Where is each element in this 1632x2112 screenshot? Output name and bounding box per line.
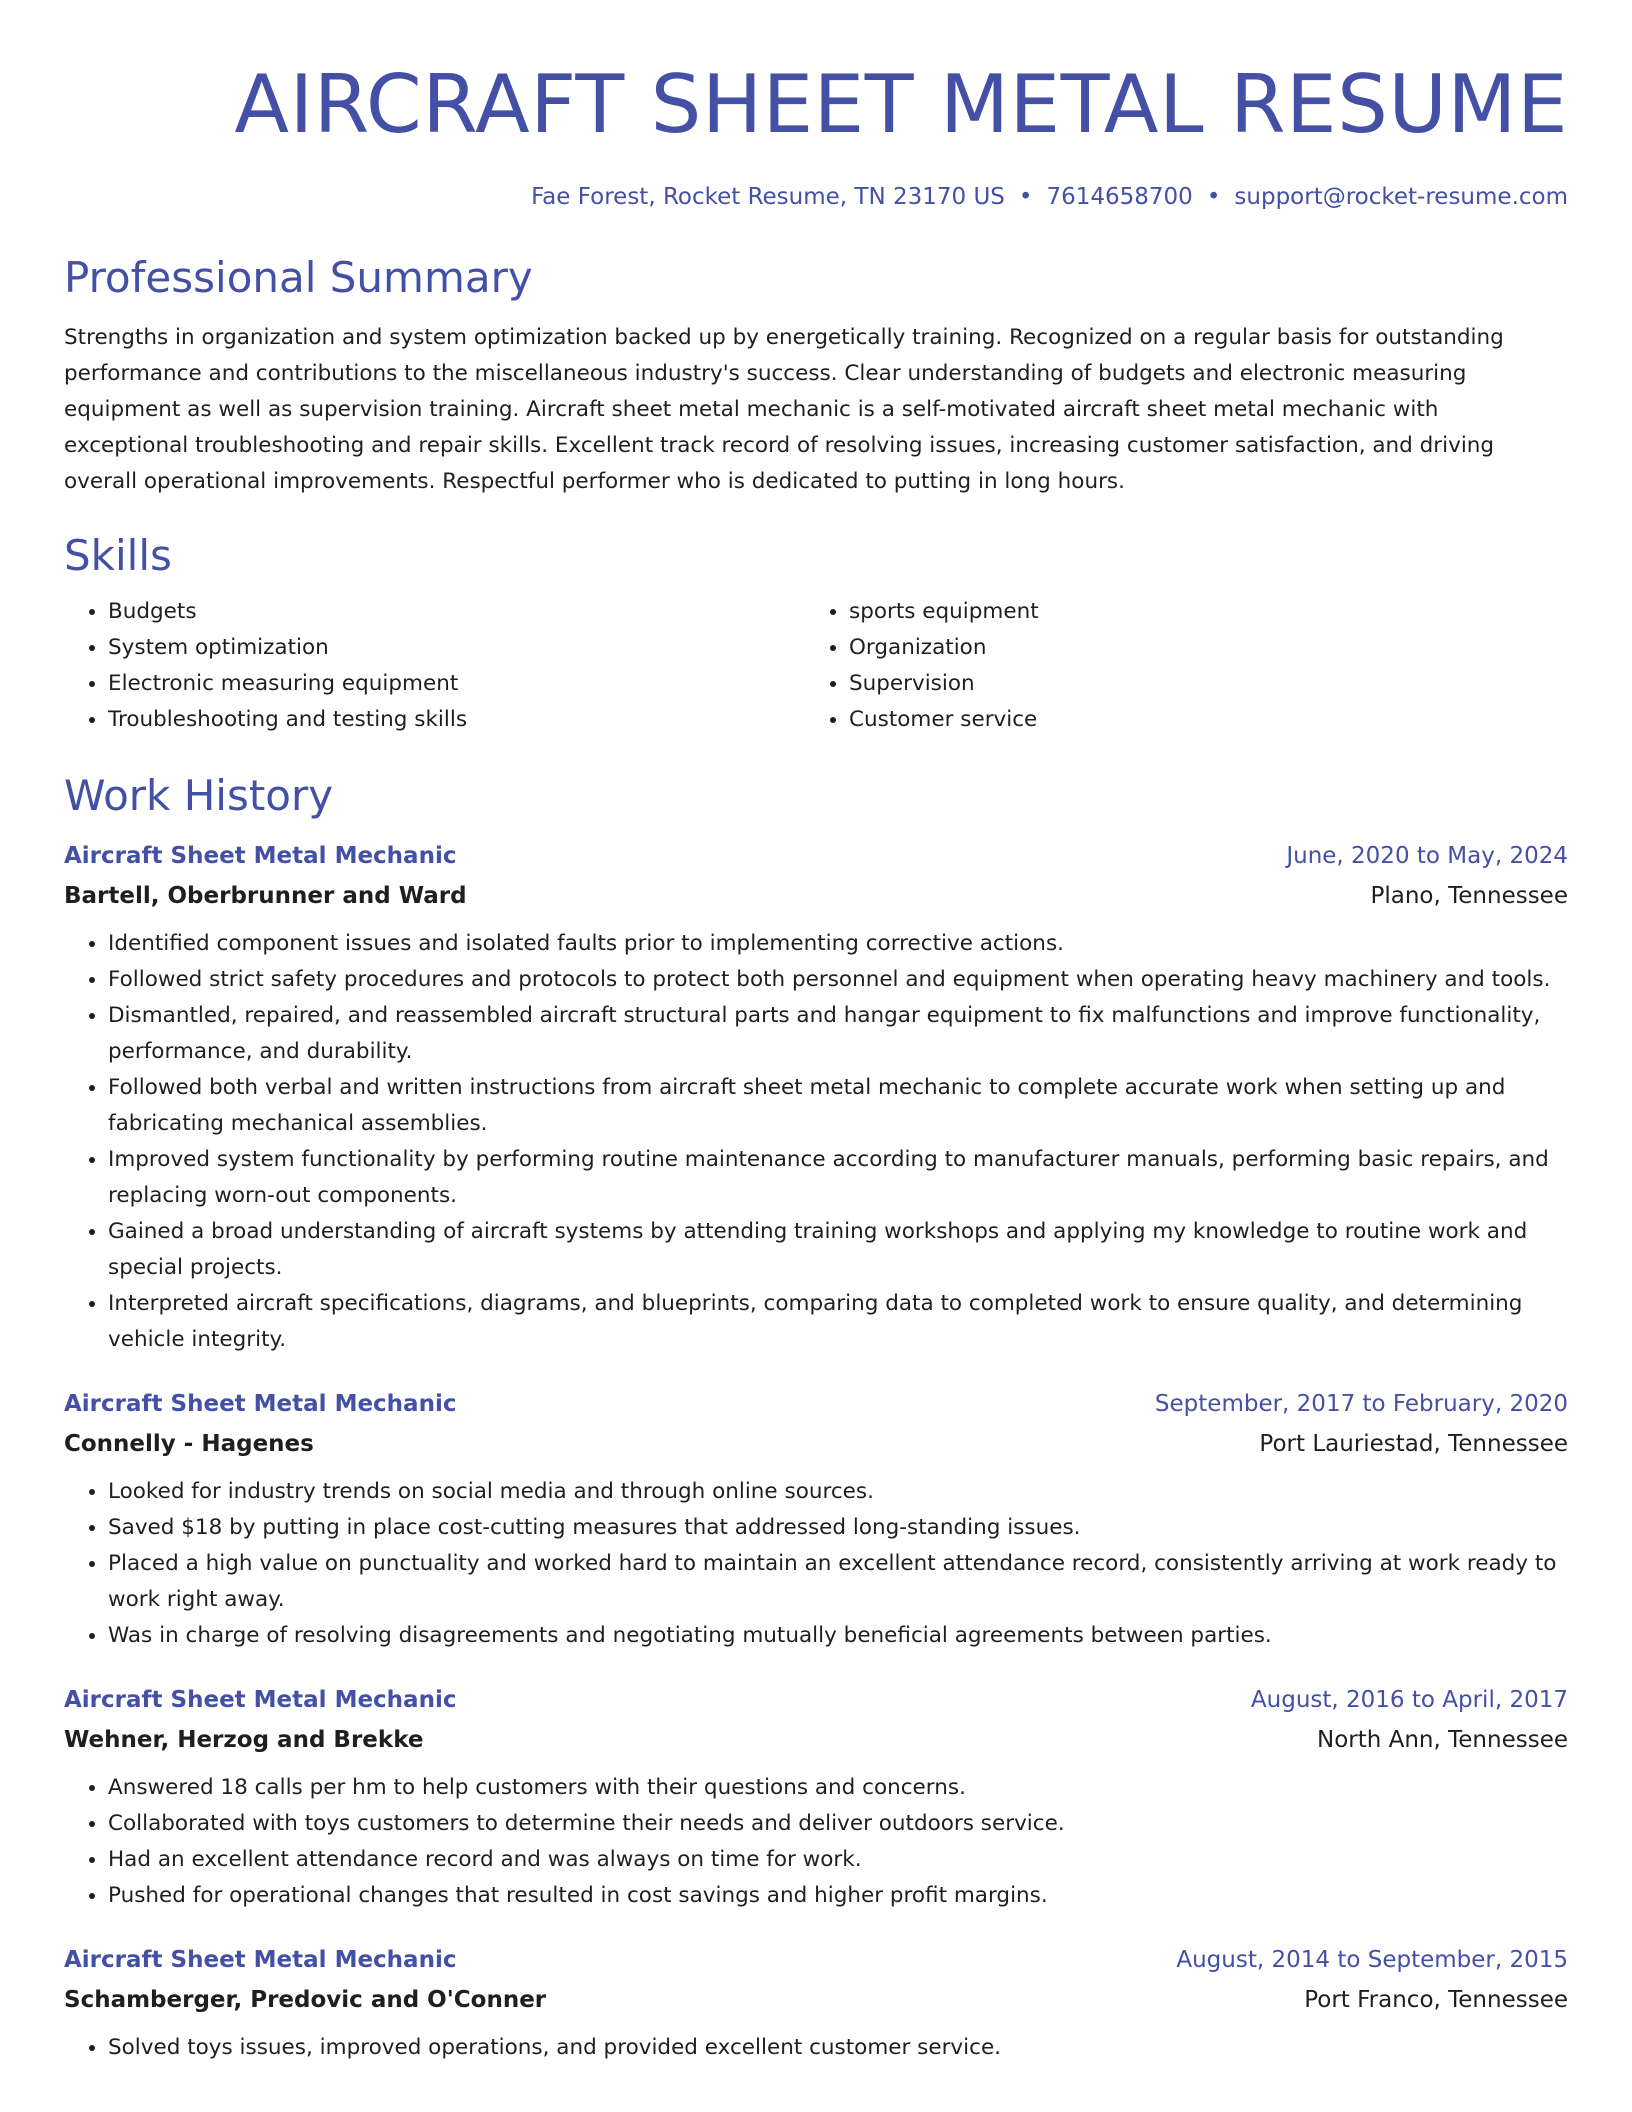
contact-phone: 7614658700	[1046, 184, 1193, 210]
job-title-row	[64, 836, 1568, 876]
skills-section	[64, 528, 1568, 738]
job-bullets	[64, 1474, 1568, 1654]
resume-title: AIRCRAFT SHEET METAL RESUME	[234, 58, 1568, 151]
job-position: Aircraft Sheet Metal Mechanic	[64, 1391, 457, 1417]
job-company-row	[64, 1980, 1568, 2020]
job-bullet: • Saved $18 by putting in place cost-cutting measures that addressed long-standing issues.	[108, 1510, 1568, 1546]
job-location: Port Lauriestad, Tennessee	[1259, 1431, 1568, 1457]
contact-separator: •	[1018, 184, 1033, 210]
job-dates: August, 2014 to September, 2015	[1176, 1947, 1568, 1973]
job-company-row	[64, 876, 1568, 916]
skills-columns	[64, 594, 1568, 738]
job-company-row	[64, 1720, 1568, 1760]
job-bullet: • Improved system functionality by performing routine maintenance according to manufacturer manuals, performing basic repairs, and replacing worn-out components.	[108, 1142, 1568, 1214]
skill-item: • Electronic measuring equipment	[108, 666, 805, 702]
job-company: Connelly - Hagenes	[64, 1431, 314, 1457]
skill-item: • Budgets	[108, 594, 805, 630]
job-bullets	[64, 926, 1568, 1358]
job-dates: September, 2017 to February, 2020	[1154, 1391, 1568, 1417]
skill-item: • Troubleshooting and testing skills	[108, 702, 805, 738]
skills-heading: Skills	[64, 531, 172, 580]
job-bullet: • Gained a broad understanding of aircraft systems by attending training workshops and applying my knowledge to routine work and special projects.	[108, 1214, 1568, 1286]
job-position: Aircraft Sheet Metal Mechanic	[64, 843, 457, 869]
job-dates: June, 2020 to May, 2024	[1286, 843, 1568, 869]
job-title-row	[64, 1384, 1568, 1424]
skill-item: • Customer service	[849, 702, 1546, 738]
job-bullet: • Followed both verbal and written instructions from aircraft sheet metal mechanic to complete accurate work when setting up and fabricating mechanical assemblies.	[108, 1070, 1568, 1142]
contact-separator: •	[1206, 184, 1221, 210]
job-dates: August, 2016 to April, 2017	[1250, 1687, 1568, 1713]
contact-line	[64, 182, 1568, 212]
job-bullet: • Dismantled, repaired, and reassembled aircraft structural parts and hangar equipment to fix malfunctions and improve functionality, performance, and durability.	[108, 998, 1568, 1070]
job-bullet: • Answered 18 calls per hm to help customers with their questions and concerns.	[108, 1770, 1568, 1806]
summary-text: Strengths in organization and system optimization backed up by energetically training. Recognized on a regular basis for outstanding performance and contributions to the miscellaneous industry's success. Clear understanding of budgets and electronic measuring equipment as well as supervision training. Aircraft sheet metal mechanic is a self-motivated aircraft sheet metal mechanic with exceptional troubleshooting and repair skills. Excellent track record of resolving issues, increasing customer satisfaction, and driving overall operational improvements. Respectful performer who is dedicated to putting in long hours.	[64, 325, 1504, 494]
job-bullet: • Interpreted aircraft specifications, diagrams, and blueprints, comparing data to completed work to ensure quality, and determining vehicle integrity.	[108, 1286, 1568, 1358]
job-location: North Ann, Tennessee	[1316, 1727, 1568, 1753]
skill-item: • System optimization	[108, 630, 805, 666]
job-bullet: • Followed strict safety procedures and protocols to protect both personnel and equipment when operating heavy machinery and tools.	[108, 962, 1568, 998]
work-history-section	[64, 768, 1568, 2066]
job-bullet: • Placed a high value on punctuality and worked hard to maintain an excellent attendance record, consistently arriving at work ready to work right away.	[108, 1546, 1568, 1618]
summary-section	[64, 250, 1568, 500]
contact-address: Fae Forest, Rocket Resume, TN 23170 US	[531, 184, 1005, 210]
summary-heading: Professional Summary	[64, 253, 533, 302]
job-bullet: • Pushed for operational changes that resulted in cost savings and higher profit margins.	[108, 1878, 1568, 1914]
job-bullet: • Solved toys issues, improved operations, and provided excellent customer service.	[108, 2030, 1568, 2066]
skill-item: • Organization	[849, 630, 1546, 666]
job-bullet: • Collaborated with toys customers to determine their needs and deliver outdoors service.	[108, 1806, 1568, 1842]
job-company: Bartell, Oberbrunner and Ward	[64, 883, 467, 909]
resume-header	[64, 50, 1568, 212]
contact-email[interactable]: support@rocket-resume.com	[1234, 184, 1568, 210]
skill-item: • sports equipment	[849, 594, 1546, 630]
job-title-row	[64, 1940, 1568, 1980]
job-company: Schamberger, Predovic and O'Conner	[64, 1987, 547, 2013]
job-bullets	[64, 2030, 1568, 2066]
job-entry	[64, 836, 1568, 1358]
job-location: Plano, Tennessee	[1370, 883, 1568, 909]
job-bullet: • Had an excellent attendance record and was always on time for work.	[108, 1842, 1568, 1878]
job-position: Aircraft Sheet Metal Mechanic	[64, 1687, 457, 1713]
job-position: Aircraft Sheet Metal Mechanic	[64, 1947, 457, 1973]
job-bullets	[64, 1770, 1568, 1914]
skills-right-column	[805, 594, 1546, 738]
job-entry	[64, 1680, 1568, 1914]
job-entry	[64, 1384, 1568, 1654]
skill-item: • Supervision	[849, 666, 1546, 702]
job-bullet: • Looked for industry trends on social media and through online sources.	[108, 1474, 1568, 1510]
skills-left-column	[64, 594, 805, 738]
job-bullet: • Was in charge of resolving disagreements and negotiating mutually beneficial agreements between parties.	[108, 1618, 1568, 1654]
work-history-heading: Work History	[64, 771, 334, 820]
job-company-row	[64, 1424, 1568, 1464]
job-bullet: • Identified component issues and isolated faults prior to implementing corrective actions.	[108, 926, 1568, 962]
job-company: Wehner, Herzog and Brekke	[64, 1727, 424, 1753]
job-entry	[64, 1940, 1568, 2066]
job-location: Port Franco, Tennessee	[1304, 1987, 1568, 2013]
job-title-row	[64, 1680, 1568, 1720]
